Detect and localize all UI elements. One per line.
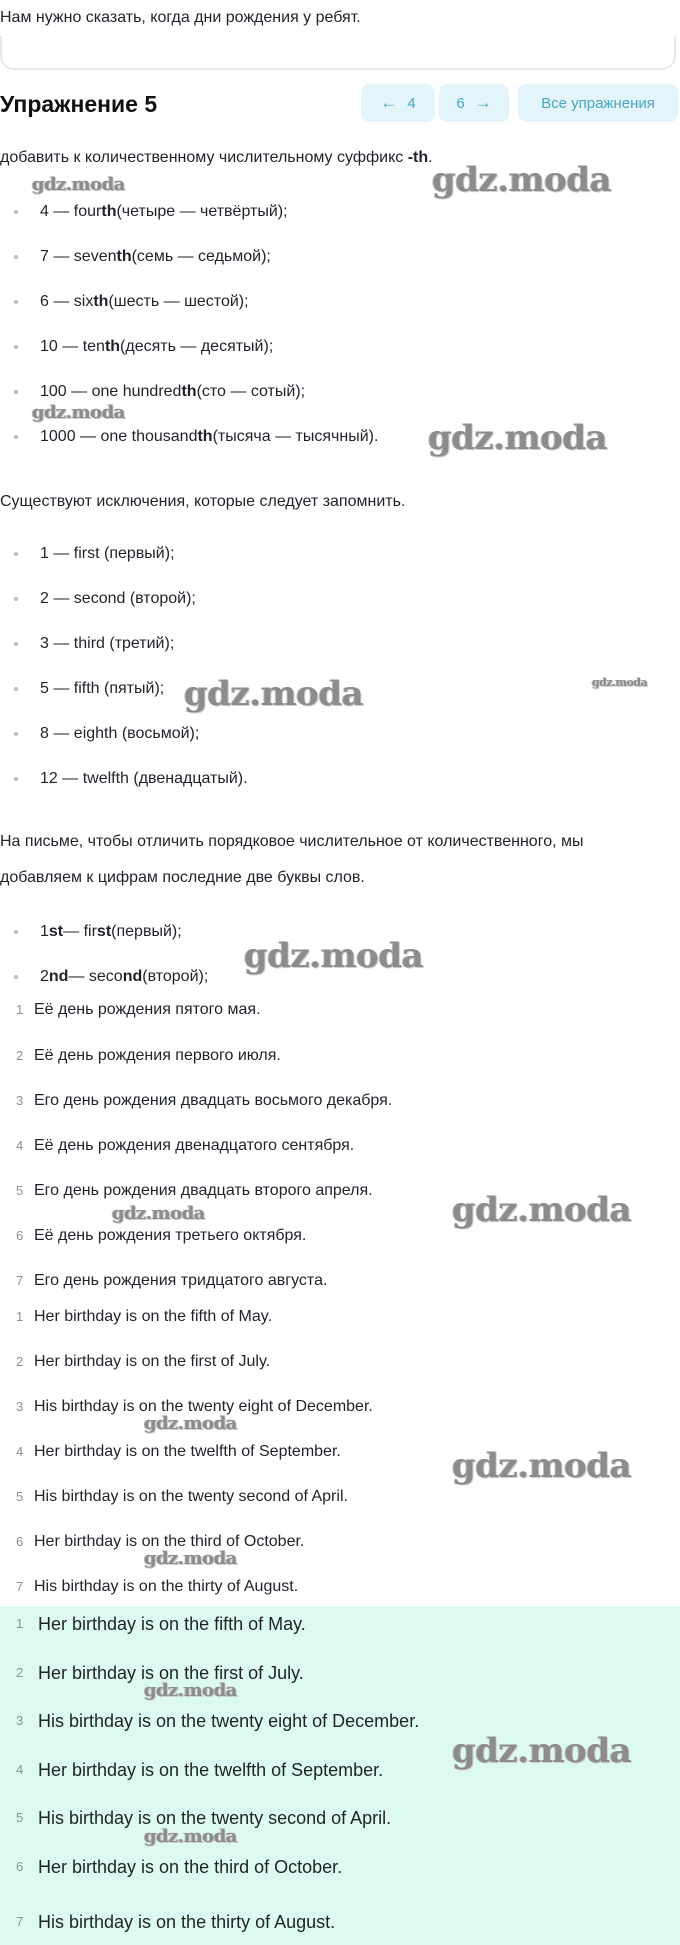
- russian-sentence: 2 Её день рождения первого июля.: [16, 1047, 281, 1064]
- list-item: 12 — twelfth (двенадцатый).: [14, 767, 248, 791]
- watermark: gdz.moda: [428, 418, 608, 458]
- watermark: gdz.moda: [452, 1731, 632, 1771]
- watermark: gdz.moda: [432, 160, 612, 200]
- watermark: gdz.moda: [144, 1413, 237, 1434]
- writing-rule-line-1: На письме, чтобы отличить порядковое числительное от количественного, мы: [0, 833, 584, 850]
- next-exercise-label: 6: [456, 94, 465, 112]
- list-item: 4 — four th (четыре — четвёртый);: [14, 200, 288, 224]
- suffix-rule-text: [0, 146, 433, 170]
- answer-sentence: 6 Her birthday is on the third of October.: [16, 1857, 343, 1877]
- answer-sentence: 4 Her birthday is on the twelfth of September.: [16, 1760, 384, 1780]
- list-item: 2 — second (второй);: [14, 587, 196, 611]
- all-exercises-button[interactable]: [518, 84, 678, 122]
- watermark: gdz.moda: [244, 936, 424, 976]
- english-sentence: 2 Her birthday is on the first of July.: [16, 1353, 271, 1370]
- answer-sentence: 7 His birthday is on the thirty of August.: [16, 1912, 336, 1932]
- suffix-rule-prefix: добавить к количественному числительному суффикс: [0, 149, 408, 166]
- exercise-title: Упражнение 5: [0, 91, 158, 117]
- russian-sentence: 7 Его день рождения тридцатого августа.: [16, 1272, 328, 1289]
- english-sentence: 3 His birthday is on the twenty eight of December.: [16, 1398, 373, 1415]
- list-item: 1 st — fir st (первый);: [14, 920, 182, 944]
- english-sentence: 4 Her birthday is on the twelfth of September.: [16, 1443, 341, 1460]
- answer-sentence: 2 Her birthday is on the first of July.: [16, 1663, 304, 1683]
- answer-sentence: 3 His birthday is on the twenty eight of December.: [16, 1711, 420, 1731]
- list-item: 6 — six th (шесть — шестой);: [14, 290, 249, 314]
- russian-sentence: 5 Его день рождения двадцать второго апреля.: [16, 1182, 373, 1199]
- arrow-right-icon: →: [474, 93, 492, 112]
- list-item: 7 — seven th (семь — седьмой);: [14, 245, 271, 269]
- list-item: 8 — eighth (восьмой);: [14, 722, 199, 746]
- list-item: 5 — fifth (пятый);: [14, 677, 164, 701]
- watermark: gdz.moda: [184, 674, 364, 714]
- russian-sentence: 4 Её день рождения двенадцатого сентября.: [16, 1137, 355, 1154]
- watermark: gdz.moda: [144, 1826, 237, 1847]
- list-item: 10 — ten th (десять — десятый);: [14, 335, 273, 359]
- arrow-left-icon: ←: [380, 93, 398, 112]
- all-exercises-label: Все упражнения: [541, 94, 655, 112]
- writing-rule-line-2: добавляем к цифрам последние две буквы слов.: [0, 869, 365, 886]
- russian-sentence: 3 Его день рождения двадцать восьмого декабря.: [16, 1092, 393, 1109]
- intro-text: Нам нужно сказать, когда дни рождения у ребят.: [0, 9, 361, 26]
- watermark: gdz.moda: [592, 676, 648, 689]
- suffix-rule-bold: -th: [407, 149, 429, 166]
- russian-sentence: 1 Её день рождения пятого мая.: [16, 1001, 261, 1018]
- list-item: 1000 — one thousand th (тысяча — тысячный).: [14, 425, 378, 449]
- prev-exercise-label: 4: [407, 94, 416, 112]
- list-item: 1 — first (первый);: [14, 542, 175, 566]
- watermark: gdz.moda: [112, 1203, 205, 1224]
- answer-sentence: 1 Her birthday is on the fifth of May.: [16, 1614, 306, 1634]
- watermark: gdz.moda: [144, 1680, 237, 1701]
- answer-sentence: 5 His birthday is on the twenty second of April.: [16, 1808, 392, 1828]
- watermark: gdz.moda: [32, 174, 125, 195]
- suffix-rule-end: .: [428, 149, 433, 166]
- list-item: 3 — third (третий);: [14, 632, 174, 656]
- russian-sentence: 6 Её день рождения третьего октября.: [16, 1227, 307, 1244]
- answer-input-box[interactable]: [0, 36, 676, 70]
- english-sentence: 5 His birthday is on the twenty second of April.: [16, 1488, 348, 1505]
- list-item: 2 nd — seco nd (второй);: [14, 965, 208, 989]
- watermark: gdz.moda: [144, 1548, 237, 1569]
- english-sentence: 6 Her birthday is on the third of October.: [16, 1533, 305, 1550]
- english-sentence: 1 Her birthday is on the fifth of May.: [16, 1308, 273, 1325]
- prev-exercise-button[interactable]: [361, 84, 435, 122]
- watermark: gdz.moda: [452, 1190, 632, 1230]
- next-exercise-button[interactable]: [439, 84, 509, 122]
- exceptions-intro: Существуют исключения, которые следует запомнить.: [0, 493, 406, 510]
- watermark: gdz.moda: [452, 1446, 632, 1486]
- watermark: gdz.moda: [32, 402, 125, 423]
- list-item: 100 — one hundred th (сто — сотый);: [14, 380, 305, 404]
- english-sentence: 7 His birthday is on the thirty of August.: [16, 1578, 299, 1595]
